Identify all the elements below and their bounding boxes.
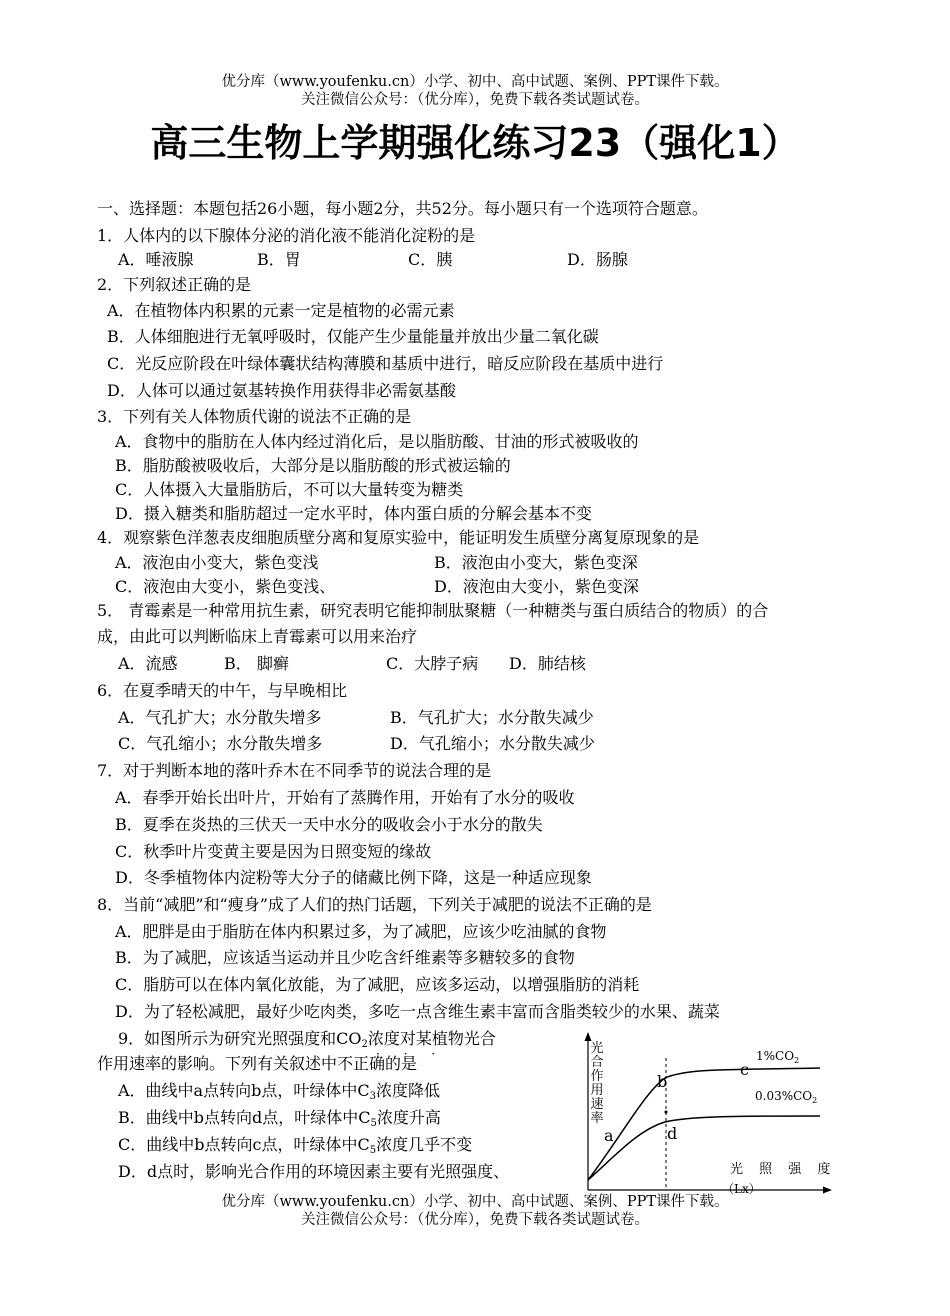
q4-stem: 4．观察紫色洋葱表皮细胞质壁分离和复原实验中，能证明发生质壁分离复原现象的是 (97, 528, 700, 547)
q6-option-c: C．气孔缩小；水分散失增多 (118, 734, 323, 753)
q5-option-a: A．流感 (118, 654, 178, 673)
q1-option-a: A．唾液腺 (118, 250, 194, 269)
q6-option-d: D．气孔缩小；水分散失减少 (390, 734, 595, 753)
point-label-a: a (604, 1126, 614, 1145)
q3-stem: 3．下列有关人体物质代谢的说法不正确的是 (97, 407, 412, 426)
emphasis-dots: · · · (376, 1047, 446, 1061)
q4-option-a: A．液泡由小变大，紫色变浅 (115, 553, 319, 572)
q9-option-c: C．曲线中b点转向c点，叶绿体中$C_5$浓度几乎不变 (118, 1135, 473, 1156)
q7-option-a: A．春季开始长出叶片，开始有了蒸腾作用，开始有了水分的吸收 (115, 788, 575, 807)
q5-stem-line-2: 成，由此可以判断临床上青霉素可以用来治疗 (97, 627, 418, 646)
y-axis-label: 光合作用速率 (590, 1041, 604, 1126)
x-axis-label: 光 照 强 度 (730, 1162, 837, 1177)
photosynthesis-chart (570, 1030, 850, 1200)
q9-stem-line-1: 9．如图所示为研究光照强度和$CO_2$浓度对某植物光合 (118, 1029, 496, 1050)
q1-option-d: D．肠腺 (567, 250, 628, 269)
footer-line-1: 优分库（www.youfenku.cn）小学、初中、高中试题、案例、PPT课件下载。 (221, 1194, 729, 1210)
q2-option-b: B．人体细胞进行无氧呼吸时，仅能产生少量能量并放出少量二氧化碳 (107, 327, 599, 346)
q9-option-a: A．曲线中a点转向b点，叶绿体中$C_3$浓度降低 (118, 1081, 440, 1102)
q7-stem: 7．对于判断本地的落叶乔木在不同季节的说法合理的是 (97, 761, 492, 780)
q8-option-a: A．肥胖是由于脂肪在体内积累过多，为了减肥，应该少吃油腻的食物 (115, 922, 607, 941)
q2-option-d: D．人体可以通过氨基转换作用获得非必需氨基酸 (107, 381, 456, 400)
q6-option-a: A．气孔扩大；水分散失增多 (118, 708, 322, 727)
q9-stem-line-2: 作用速率的影响。下列有关叙述中不正确的是 (97, 1054, 418, 1073)
section-intro: 一、选择题：本题包括26小题，每小题2分，共52分。每小题只有一个选项符合题意。 (97, 199, 708, 218)
q6-stem: 6．在夏季晴天的中午，与早晚相比 (97, 681, 348, 700)
q8-stem: 8．当前“减肥”和“瘦身”成了人们的热门话题，下列关于减肥的说法不正确的是 (97, 895, 652, 914)
q5-option-d: D．肺结核 (509, 654, 586, 673)
y-axis-arrow (585, 1032, 592, 1041)
q3-option-a: A．食物中的脂肪在人体内经过消化后，是以脂肪酸、甘油的形式被吸收的 (115, 432, 639, 451)
q5-stem-line-1: 5． 青霉素是一种常用抗生素，研究表明它能抑制肽聚糖（一种糖类与蛋白质结合的物质）的合 (97, 601, 769, 620)
q6-option-b: B．气孔扩大；水分散失减少 (390, 708, 594, 727)
page-title: 高三生物上学期强化练习23（强化1） (150, 121, 800, 165)
q9-option-d: D．d点时，影响光合作用的环境因素主要有光照强度、 (118, 1162, 510, 1181)
point-label-b: b (657, 1072, 668, 1091)
q8-option-d: D．为了轻松减肥，最好少吃肉类，多吃一点含维生素丰富而含脂类较少的水果、蔬菜 (115, 1002, 720, 1021)
q2-option-a: A．在植物体内积累的元素一定是植物的必需元素 (107, 301, 455, 320)
q8-option-c: C．脂肪可以在体内氧化放能，为了减肥，应该多运动，以增强脂肪的消耗 (115, 975, 640, 994)
footer-line-2: 关注微信公众号：（优分库），免费下载各类试题试卷。 (301, 1212, 649, 1228)
q9-option-b: B．曲线中b点转向d点，叶绿体中$C_5$浓度升高 (118, 1108, 441, 1129)
q7-option-b: B．夏季在炎热的三伏天一天中水分的吸收会小于水分的散失 (115, 815, 543, 834)
q8-option-b: B．为了减肥，应该适当运动并且少吃含纤维素等多糖较多的食物 (115, 948, 575, 967)
q1-option-c: C．胰 (408, 250, 453, 269)
q2-option-c: C．光反应阶段在叶绿体囊状结构薄膜和基质中进行，暗反应阶段在基质中进行 (107, 354, 664, 373)
x-axis-unit: （Lx） (722, 1182, 761, 1196)
point-label-d: d (667, 1124, 678, 1143)
q7-option-c: C．秋季叶片变黄主要是因为日照变短的缘故 (115, 842, 432, 861)
series-label-003pct-co2: $0.03\%CO_2$ (755, 1089, 818, 1105)
point-label-c: c (740, 1060, 749, 1079)
header-line-1: 优分库（www.youfenku.cn）小学、初中、高中试题、案例、PPT课件下载。 (221, 74, 729, 90)
q1-stem: 1．人体内的以下腺体分泌的消化液不能消化淀粉的是 (97, 226, 476, 245)
q5-option-b: B． 脚癣 (224, 654, 289, 673)
q4-option-c: C．液泡由大变小，紫色变浅、 (115, 577, 336, 596)
q7-option-d: D．冬季植物体内淀粉等大分子的储藏比例下降，这是一种适应现象 (115, 868, 592, 887)
series-label-1pct-co2: $1\%CO_2$ (756, 1049, 800, 1065)
q5-option-c: C．大脖子病 (386, 654, 479, 673)
q3-option-d: D．摄入糖类和脂肪超过一定水平时，体内蛋白质的分解会基本不变 (115, 504, 592, 523)
q4-option-d: D．液泡由大变小，紫色变深 (434, 577, 639, 596)
q1-option-b: B．胃 (257, 250, 301, 269)
q4-option-b: B．液泡由小变大，紫色变深 (434, 553, 638, 572)
header-line-2: 关注微信公众号：（优分库），免费下载各类试题试卷。 (301, 92, 649, 108)
q3-option-c: C．人体摄入大量脂肪后，不可以大量转变为糖类 (115, 480, 464, 499)
q2-stem: 2．下列叙述正确的是 (97, 275, 252, 294)
point-marker (665, 1111, 668, 1114)
q3-option-b: B．脂肪酸被吸收后，大部分是以脂肪酸的形式被运输的 (115, 456, 511, 475)
